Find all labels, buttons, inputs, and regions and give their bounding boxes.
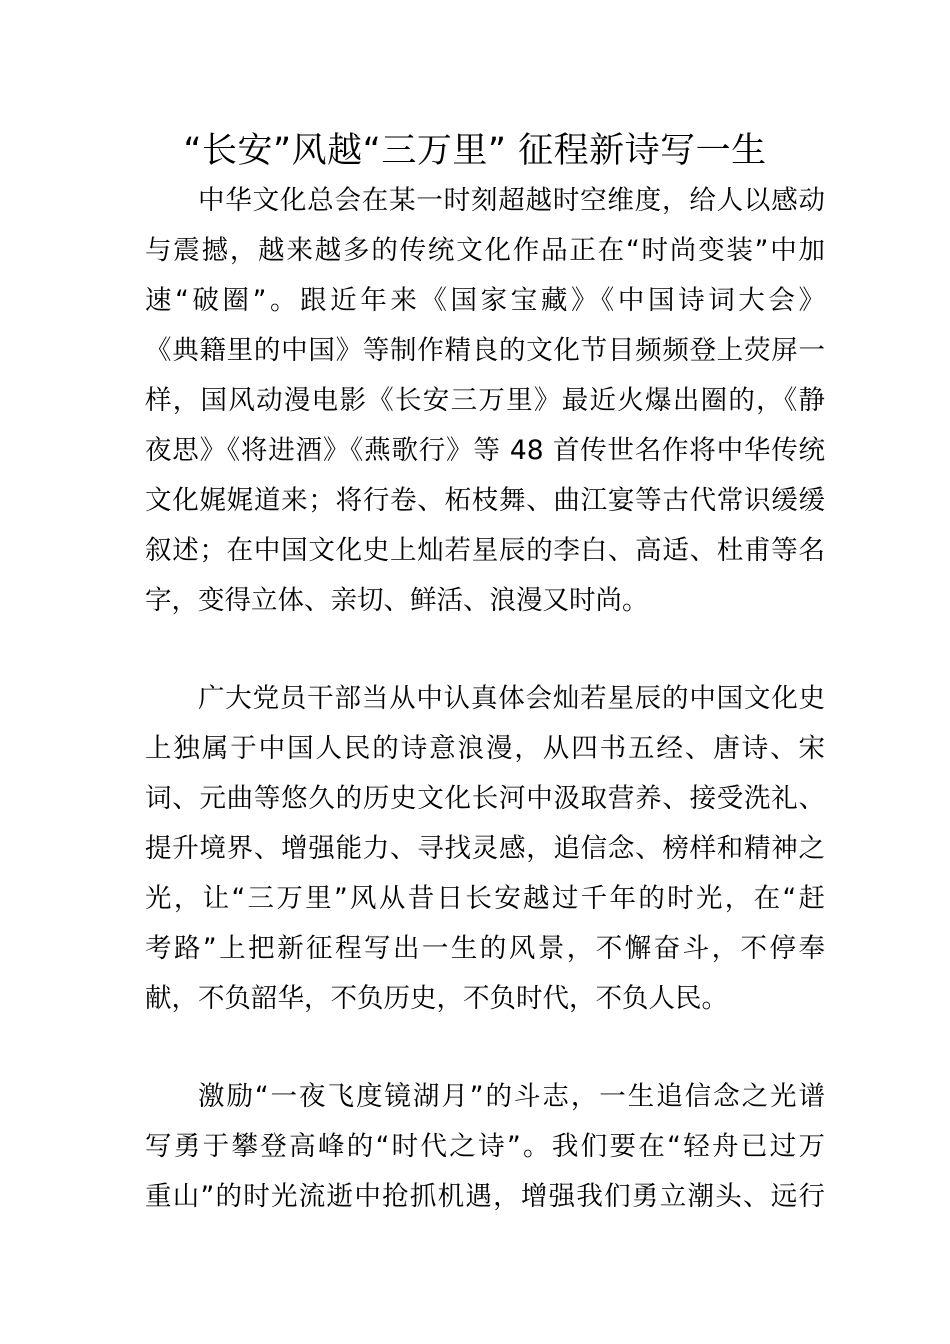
paragraph-line: 献，不负韶华，不负历史，不负时代，不负人民。 — [145, 983, 728, 1014]
paragraph-line: 广大党员干部当从中认真体会灿若星辰的中国文化史 — [198, 683, 825, 714]
paragraph-line: 与震撼，越来越多的传统文化作品正在“时尚变装”中加 — [145, 235, 825, 266]
paragraph-line: 考路”上把新征程写出一生的风景，不懈奋斗，不停奉 — [145, 933, 825, 964]
paragraph-3 — [145, 1072, 825, 1222]
paragraph-line: 中华文化总会在某一时刻超越时空维度，给人以感动 — [198, 185, 825, 216]
paragraph-1 — [145, 176, 825, 626]
paragraph-line: 样，国风动漫电影《长安三万里》最近火爆出圈的，《静 — [145, 385, 825, 416]
paragraph-line: 《典籍里的中国》等制作精良的文化节目频频登上荧屏一 — [145, 335, 825, 366]
paragraph-2 — [145, 674, 825, 1024]
paragraph-line: 词、元曲等悠久的历史文化长河中汲取营养、接受洗礼、 — [145, 783, 825, 814]
paragraph-line: 光，让“三万里”风从昔日长安越过千年的时光，在“赶 — [145, 883, 825, 914]
paragraph-line: 夜思》《将进酒》《燕歌行》等 48 首传世名作将中华传统 — [145, 435, 825, 466]
paragraph-line: 字，变得立体、亲切、鲜活、浪漫又时尚。 — [145, 585, 649, 616]
paragraph-line: 上独属于中国人民的诗意浪漫，从四书五经、唐诗、宋 — [145, 733, 825, 764]
paragraph-line: 叙述；在中国文化史上灿若星辰的李白、高适、杜甫等名 — [145, 535, 825, 566]
paragraph-line: 重山”的时光流逝中抢抓机遇，增强我们勇立潮头、远行 — [145, 1181, 825, 1212]
paragraph-line: 文化娓娓道来；将行卷、柘枝舞、曲江宴等古代常识缓缓 — [145, 485, 825, 516]
paragraph-line: 提升境界、增强能力、寻找灵感，追信念、榜样和精神之 — [145, 833, 825, 864]
paragraph-line: 速“破圈”。跟近年来《国家宝藏》《中国诗词大会》 — [145, 285, 825, 316]
paragraph-line: 激励“一夜飞度镜湖月”的斗志，一生追信念之光谱 — [198, 1081, 825, 1112]
paragraph-line: 写勇于攀登高峰的“时代之诗”。我们要在“轻舟已过万 — [145, 1131, 825, 1162]
article-title: “长安”风越“三万里” 征程新诗写一生 — [183, 131, 767, 171]
